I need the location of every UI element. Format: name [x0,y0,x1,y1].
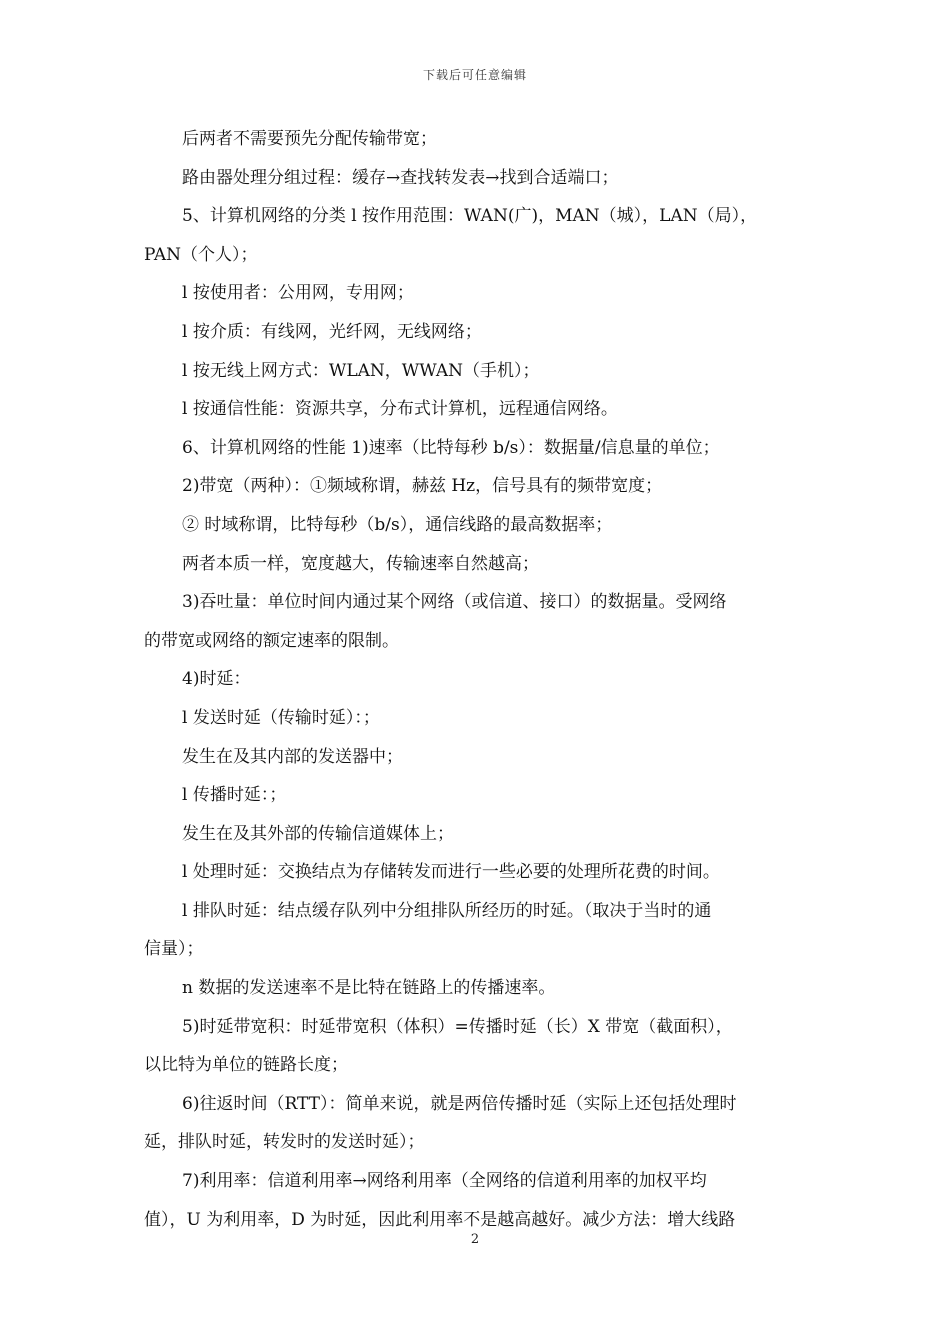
text-line: l 按使用者：公用网，专用网； [182,283,414,304]
text-line: n 数据的发送速率不是比特在链路上的传播速率。 [182,978,556,999]
text-line: PAN（个人）； [144,244,258,265]
text-line: 5)时延带宽积：时延带宽积（体积）=传播时延（长）X 带宽（截面积）， [182,1016,733,1037]
text-line: 4)时延： [182,669,251,690]
text-line: 的带宽或网络的额定速率的限制。 [144,630,399,651]
text-line: ② 时域称谓，比特每秒（b/s），通信线路的最高数据率； [182,514,613,535]
text-line: l 排队时延：结点缓存队列中分组排队所经历的时延。（取决于当时的通 [182,900,712,921]
text-line: 值），U 为利用率，D 为时延，因此利用率不是越高越好。减少方法：增大线路 [144,1209,736,1230]
text-line: l 按无线上网方式：WLAN，WWAN（手机）； [182,360,540,381]
text-line: 路由器处理分组过程：缓存→查找转发表→找到合适端口； [182,167,619,188]
text-line: 后两者不需要预先分配传输带宽； [182,129,437,149]
text-line: l 处理时延：交换结点为存储转发而进行一些必要的处理所花费的时间。 [182,862,720,883]
text-line: 发生在及其外部的传输信道媒体上； [182,823,454,844]
text-line: 3)吞吐量：单位时间内通过某个网络（或信道、接口）的数据量。受网络 [182,592,727,613]
text-line: 6)往返时间（RTT）：简单来说，就是两倍传播时延（实际上还包括处理时 [182,1093,737,1114]
text-line: 5、计算机网络的分类 l 按作用范围：WAN(广)，MAN（城），LAN（局）， [182,206,758,227]
text-line: 延，排队时延，转发时的发送时延）； [144,1132,425,1153]
text-line: 发生在及其内部的发送器中； [182,746,403,767]
text-line: 7)利用率：信道利用率→网络利用率（全网络的信道利用率的加权平均 [182,1171,707,1192]
page-header: 下载后可任意编辑 [422,68,527,82]
page-number: 2 [470,1232,480,1247]
document-body [144,120,816,1239]
text-line: l 发送时延（传输时延）：； [182,707,380,728]
text-line: l 按介质：有线网，光纤网，无线网络； [182,321,482,342]
text-line: l 传播时延：； [182,785,287,806]
text-line: l 按通信性能：资源共享，分布式计算机，远程通信网络。 [182,399,618,420]
text-line: 两者本质一样，宽度越大，传输速率自然越高； [182,553,539,574]
text-line: 以比特为单位的链路长度； [144,1055,348,1076]
text-line: 6、计算机网络的性能 1)速率（比特每秒 b/s）：数据量/信息量的单位； [182,437,720,458]
text-line: 2)带宽（两种）：①频域称谓，赫兹 Hz，信号具有的频带宽度； [182,476,663,497]
text-line: 信量）； [144,939,204,960]
